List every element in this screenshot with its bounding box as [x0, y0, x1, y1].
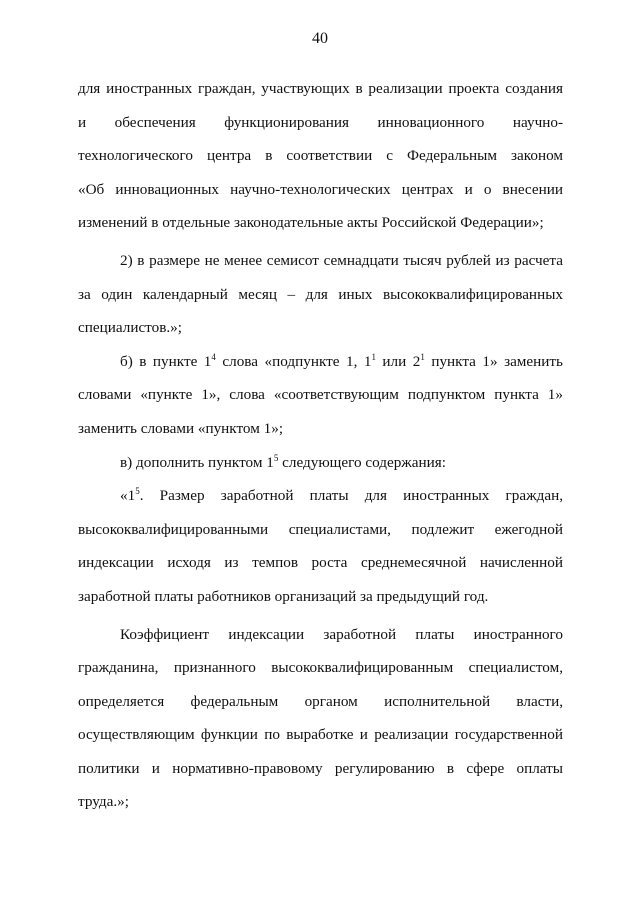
text-fragment: «1 [120, 487, 136, 505]
text-line: 2) в размере не менее семисот семнадцати тысяч рублей из расчета [120, 251, 563, 269]
text-line: заменить словами «пунктом 1»; [78, 419, 284, 437]
text-line-with-superscripts [78, 345, 563, 379]
text-line: определяется федеральным органом исполнительной власти, [78, 692, 563, 710]
text-line: и обеспечения функционирования инновационного научно- [78, 113, 563, 131]
document-body [78, 72, 563, 819]
text-line-with-superscripts [78, 479, 563, 513]
text-line: высококвалифицированными специалистами, подлежит ежегодной [78, 520, 563, 538]
text-line: изменений в отдельные законодательные акты Российской Федерации»; [78, 214, 544, 232]
superscript: 5 [135, 486, 140, 497]
text-line: заработной платы работников организаций за предыдущий год. [78, 587, 489, 605]
text-fragment: следующего содержания: [278, 453, 446, 471]
text-line: индексации исходя из темпов роста среднемесячной начисленной [78, 554, 563, 572]
text-line: осуществляющим функции по выработке и реализации государственной [78, 726, 563, 744]
superscript: 4 [211, 351, 216, 362]
text-line: гражданина, признанного высококвалифицированным специалистом, [78, 659, 563, 677]
text-line: специалистов.»; [78, 319, 182, 337]
superscript: 1 [371, 351, 376, 362]
text-line: «Об инновационных научно-технологических центрах и о внесении [78, 180, 563, 198]
text-line-with-superscripts [78, 446, 563, 480]
text-fragment: б) в пункте 1 [120, 352, 212, 370]
superscript: 1 [420, 351, 425, 362]
text-fragment: пункта 1» заменить [424, 352, 563, 370]
text-line: Коэффициент индексации заработной платы иностранного [120, 625, 563, 643]
text-line: технологического центра в соответствии с Федеральным законом [78, 147, 563, 165]
text-line: политики и нормативно-правовому регулированию в сфере оплаты [78, 759, 563, 777]
text-fragment: слова «подпункте 1, 1 [215, 352, 372, 370]
page-number: 40 [312, 30, 328, 47]
text-line: труда.»; [78, 793, 129, 811]
text-line: для иностранных граждан, участвующих в реализации проекта создания [78, 80, 563, 97]
text-fragment: . Размер заработной платы для иностранных граждан, [139, 487, 563, 505]
text-line: за один календарный месяц – для иных высококвалифицированных [78, 285, 563, 303]
text-fragment: в) дополнить пунктом 1 [120, 453, 274, 471]
text-fragment: или 2 [375, 352, 421, 370]
text-line: словами «пункте 1», слова «соответствующим подпунктом пункта 1» [78, 386, 563, 404]
superscript: 5 [273, 452, 279, 463]
